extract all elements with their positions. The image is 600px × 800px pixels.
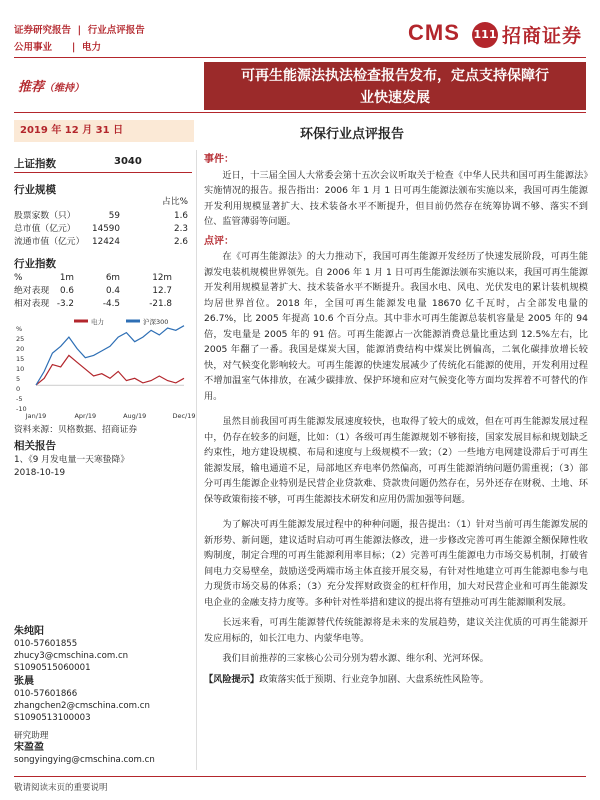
y-tick-label: 0 bbox=[16, 385, 21, 393]
report-date: 2019 年 12 月 31 日 bbox=[14, 120, 194, 142]
scale-col-pct: 占比% bbox=[162, 197, 188, 207]
x-tick-label: Aug/19 bbox=[123, 412, 147, 420]
related-item[interactable]: 1、《9 月发电量一天寒蛰降》 bbox=[14, 455, 130, 465]
performance-header bbox=[14, 272, 192, 284]
comment-heading: 点评： bbox=[204, 235, 234, 247]
series-line-0 bbox=[36, 355, 184, 385]
legend-label: 电力 bbox=[91, 318, 104, 326]
scale-title: 行业规模 bbox=[14, 184, 56, 196]
analyst-phone: 010-57601855 bbox=[14, 639, 78, 649]
logo-name-text: 招商证券 bbox=[502, 25, 583, 47]
main-content bbox=[204, 152, 588, 687]
analyst-name: 张晨 bbox=[14, 676, 34, 687]
scale-header bbox=[14, 196, 192, 208]
cms-logo bbox=[408, 20, 588, 50]
y-tick-label: 15 bbox=[16, 355, 25, 363]
y-tick-label: 5 bbox=[16, 375, 21, 383]
table-row bbox=[14, 223, 192, 235]
analyst-email[interactable]: zhucy3@cmschina.com.cn bbox=[14, 651, 129, 661]
x-tick-label: Jan/19 bbox=[25, 412, 47, 420]
header-divider bbox=[14, 57, 586, 58]
title-divider bbox=[14, 112, 586, 113]
row-name: 流通市值（亿元） bbox=[14, 237, 85, 247]
legend-label: 沪深300 bbox=[143, 318, 169, 326]
row-12m: 12.7 bbox=[152, 286, 172, 296]
tag-sector: 公用事业 bbox=[14, 42, 53, 53]
rating bbox=[18, 76, 84, 95]
performance-chart bbox=[14, 316, 196, 422]
comment-paragraph-1: 在《可再生能源法》的大力推动下，我国可再生能源开发经历了快速发展阶段，可再生能源发电装机规模世界领先。自 2006 年 1 月 1 日可再生能源法颁布实施以来，我国可再生能源开发利用规模显著扩大、技术装备水平不断提升。我国水电、风电、光伏发电的累计装机规模均居世界首位。2018 年，全国可再生能源发电量 18670 亿千瓦时，占全部发电量的 26.7%，比 2005 年提高 10.6 个百分点。其中非水可再生能源总装机容量是 2005 年的 94 倍，发电量是 2005 年的 91 倍。可再生能源占一次能源消费总量比重达到 12.5%左右，比 2005 年翻了一番。我国是煤炭大国，能源消费结构中煤炭比例偏高，二氧化碳排放增长较快，对气候变化影响较大。可再生能源的快速发展减少了传统化石能源的使用，开发利用过程不增加温室气体排放，在减少碳排放、保护环境和应对气候变化等方面均发挥着不可替代的作用。 bbox=[204, 251, 588, 402]
row-pct: 2.3 bbox=[174, 224, 188, 234]
scale-table bbox=[14, 196, 192, 256]
comment-paragraph-3: 为了解决可再生能源发展过程中的种种问题，报告提出：（1）针对当前可再生能源发展的新形势、新问题，建议适时启动可再生能源法修改，进一步修改完善可再生能源全额保障性收购制度，制定合理的可再生能源利用率目标；（2）完善可再生能源电力市场交易机制，打破省间电力交易壁垒，鼓励送受两端市场主体直接开展交易，有针对性地建立可再生能源电参与电力现货市场交易的体系；（3）充分发挥财政资金的杠杆作用，加大对民营企业和可再生能源发电企业的金融支持力度等。多种针对性举措和建议的提出将有望推动可再生能源顺利发展。 bbox=[204, 519, 588, 608]
chart-source: 资料来源：贝格数据、招商证券 bbox=[14, 425, 138, 435]
footer-note: 敬请阅读末页的重要说明 bbox=[14, 783, 108, 793]
tag-report-kind: 行业点评报告 bbox=[87, 25, 145, 36]
risk-warning bbox=[204, 672, 588, 688]
rating-label: 推荐 bbox=[18, 80, 45, 95]
row-name: 股票家数（只） bbox=[14, 211, 76, 221]
analyst-id: S1090515060001 bbox=[14, 663, 91, 673]
related-reports bbox=[14, 454, 192, 480]
row-name: 相对表现 bbox=[14, 299, 50, 309]
col-pct: % bbox=[14, 273, 23, 283]
x-tick-label: Dec/19 bbox=[172, 412, 196, 420]
assistant-name: 宋盈盈 bbox=[14, 742, 44, 753]
risk-heading: 【风险提示】 bbox=[204, 673, 260, 685]
logo-mark-icon: 111 bbox=[472, 22, 498, 48]
x-tick-label: Apr/19 bbox=[74, 412, 97, 420]
row-name: 总市值（亿元） bbox=[14, 224, 76, 234]
y-tick-label: 10 bbox=[16, 365, 25, 373]
tag-report-type: 证券研究报告 bbox=[14, 25, 72, 36]
row-value: 14590 bbox=[92, 224, 120, 234]
performance-table bbox=[14, 272, 192, 312]
assistant-role: 研究助理 bbox=[14, 731, 49, 741]
index-box bbox=[14, 156, 192, 170]
report-title bbox=[204, 62, 586, 110]
performance-title: 行业指数 bbox=[14, 258, 56, 270]
analyst-name: 朱纯阳 bbox=[14, 626, 44, 637]
tag-subsector: 电力 bbox=[81, 42, 101, 53]
table-row bbox=[14, 298, 192, 310]
analyst-1 bbox=[14, 626, 128, 674]
risk-text: 政策落实低于预期、行业竞争加剧、大盘系统性风险等。 bbox=[259, 673, 489, 685]
y-tick-label: 20 bbox=[16, 345, 25, 353]
index-value: 3040 bbox=[114, 156, 142, 167]
comment-paragraph-4: 长远来看，可再生能源替代传统能源将是未来的发展趋势，建议关注优质的可再生能源开发应用标的，如长江电力、内蒙华电等。 bbox=[204, 617, 588, 644]
row-value: 59 bbox=[108, 211, 120, 221]
research-assistant bbox=[14, 730, 155, 766]
title-line-1: 可再生能源法执法检查报告发布，定点支持保障行 bbox=[241, 68, 549, 84]
col-12m: 12m bbox=[152, 273, 172, 283]
event-paragraph: 近日，十三届全国人大常委会第十五次会议听取关于检查《中华人民共和国可再生能源法》实施情况的报告。报告指出：2006 年 1 月 1 日可再生能源法颁布实施以来，我国可再生能源开发利用规模显著扩大、技术装备水平不断提升，但目前仍然存在统筹协调不够、落实不到位、监管薄弱等问题。 bbox=[204, 169, 588, 227]
analyst-phone: 010-57601866 bbox=[14, 689, 78, 699]
report-subtitle: 环保行业点评报告 bbox=[300, 127, 405, 142]
series-line-1 bbox=[36, 326, 184, 385]
y-tick-label: -10 bbox=[16, 405, 27, 413]
assistant-email[interactable]: songyingying@cmschina.com.cn bbox=[14, 755, 155, 765]
col-6m: 6m bbox=[105, 273, 120, 283]
row-6m: 0.4 bbox=[106, 286, 120, 296]
y-tick-label: -5 bbox=[16, 395, 23, 403]
rating-sub: （维持） bbox=[44, 83, 85, 94]
comment-paragraph-2: 虽然目前我国可再生能源发展速度较快，也取得了较大的成效，但在可再生能源发展过程中，仍存在较多的问题，比如：（1）各级可再生能源规划不够衔接，国家发展目标和规划缺乏约束性，地方建设规模、布局和速度与上级规模不一致；（2）一些地方电网建设滞后于可再生能源发展，输电通道不足，局部地区弃电率仍然偏高，可再生能源消纳问题仍需重视；（3）部分可再生能源企业特别是民营企业贷款难、贷款贵问题仍然存在，另外还存在财税、土地、环保等政策衔接不够，可再生能源技术研发和应用仍需加强等问题。 bbox=[204, 416, 588, 505]
y-tick-label: 25 bbox=[16, 335, 25, 343]
row-1m: -3.2 bbox=[56, 299, 74, 309]
related-item-date: 2018-10-19 bbox=[14, 468, 66, 478]
analyst-id: S1090513100003 bbox=[14, 713, 91, 723]
row-value: 12424 bbox=[92, 237, 120, 247]
row-12m: -21.8 bbox=[149, 299, 172, 309]
event-heading: 事件： bbox=[204, 154, 234, 165]
table-row bbox=[14, 285, 192, 297]
row-1m: 0.6 bbox=[60, 286, 74, 296]
report-tags: 证券研究报告 | 行业点评报告 公用事业 | 电力 bbox=[14, 22, 145, 56]
recommendation-paragraph: 我们目前推荐的三家核心公司分别为碧水源、维尔利、光河环保。 bbox=[222, 653, 489, 664]
related-title: 相关报告 bbox=[14, 440, 56, 452]
analyst-email[interactable]: zhangchen2@cmschina.com.cn bbox=[14, 701, 150, 711]
row-pct: 1.6 bbox=[174, 211, 188, 221]
col-1m: 1m bbox=[59, 273, 74, 283]
logo-cms-text: CMS bbox=[408, 20, 460, 45]
footer-divider bbox=[14, 776, 586, 777]
column-divider bbox=[196, 150, 197, 770]
analyst-2 bbox=[14, 676, 150, 724]
row-name: 绝对表现 bbox=[14, 286, 50, 296]
index-divider bbox=[14, 172, 192, 173]
y-tick-label: % bbox=[16, 325, 23, 333]
title-line-2: 业快速发展 bbox=[360, 90, 430, 106]
table-row bbox=[14, 236, 192, 248]
index-label: 上证指数 bbox=[14, 158, 56, 170]
row-6m: -4.5 bbox=[102, 299, 120, 309]
row-pct: 2.6 bbox=[174, 237, 188, 247]
table-row bbox=[14, 210, 192, 222]
